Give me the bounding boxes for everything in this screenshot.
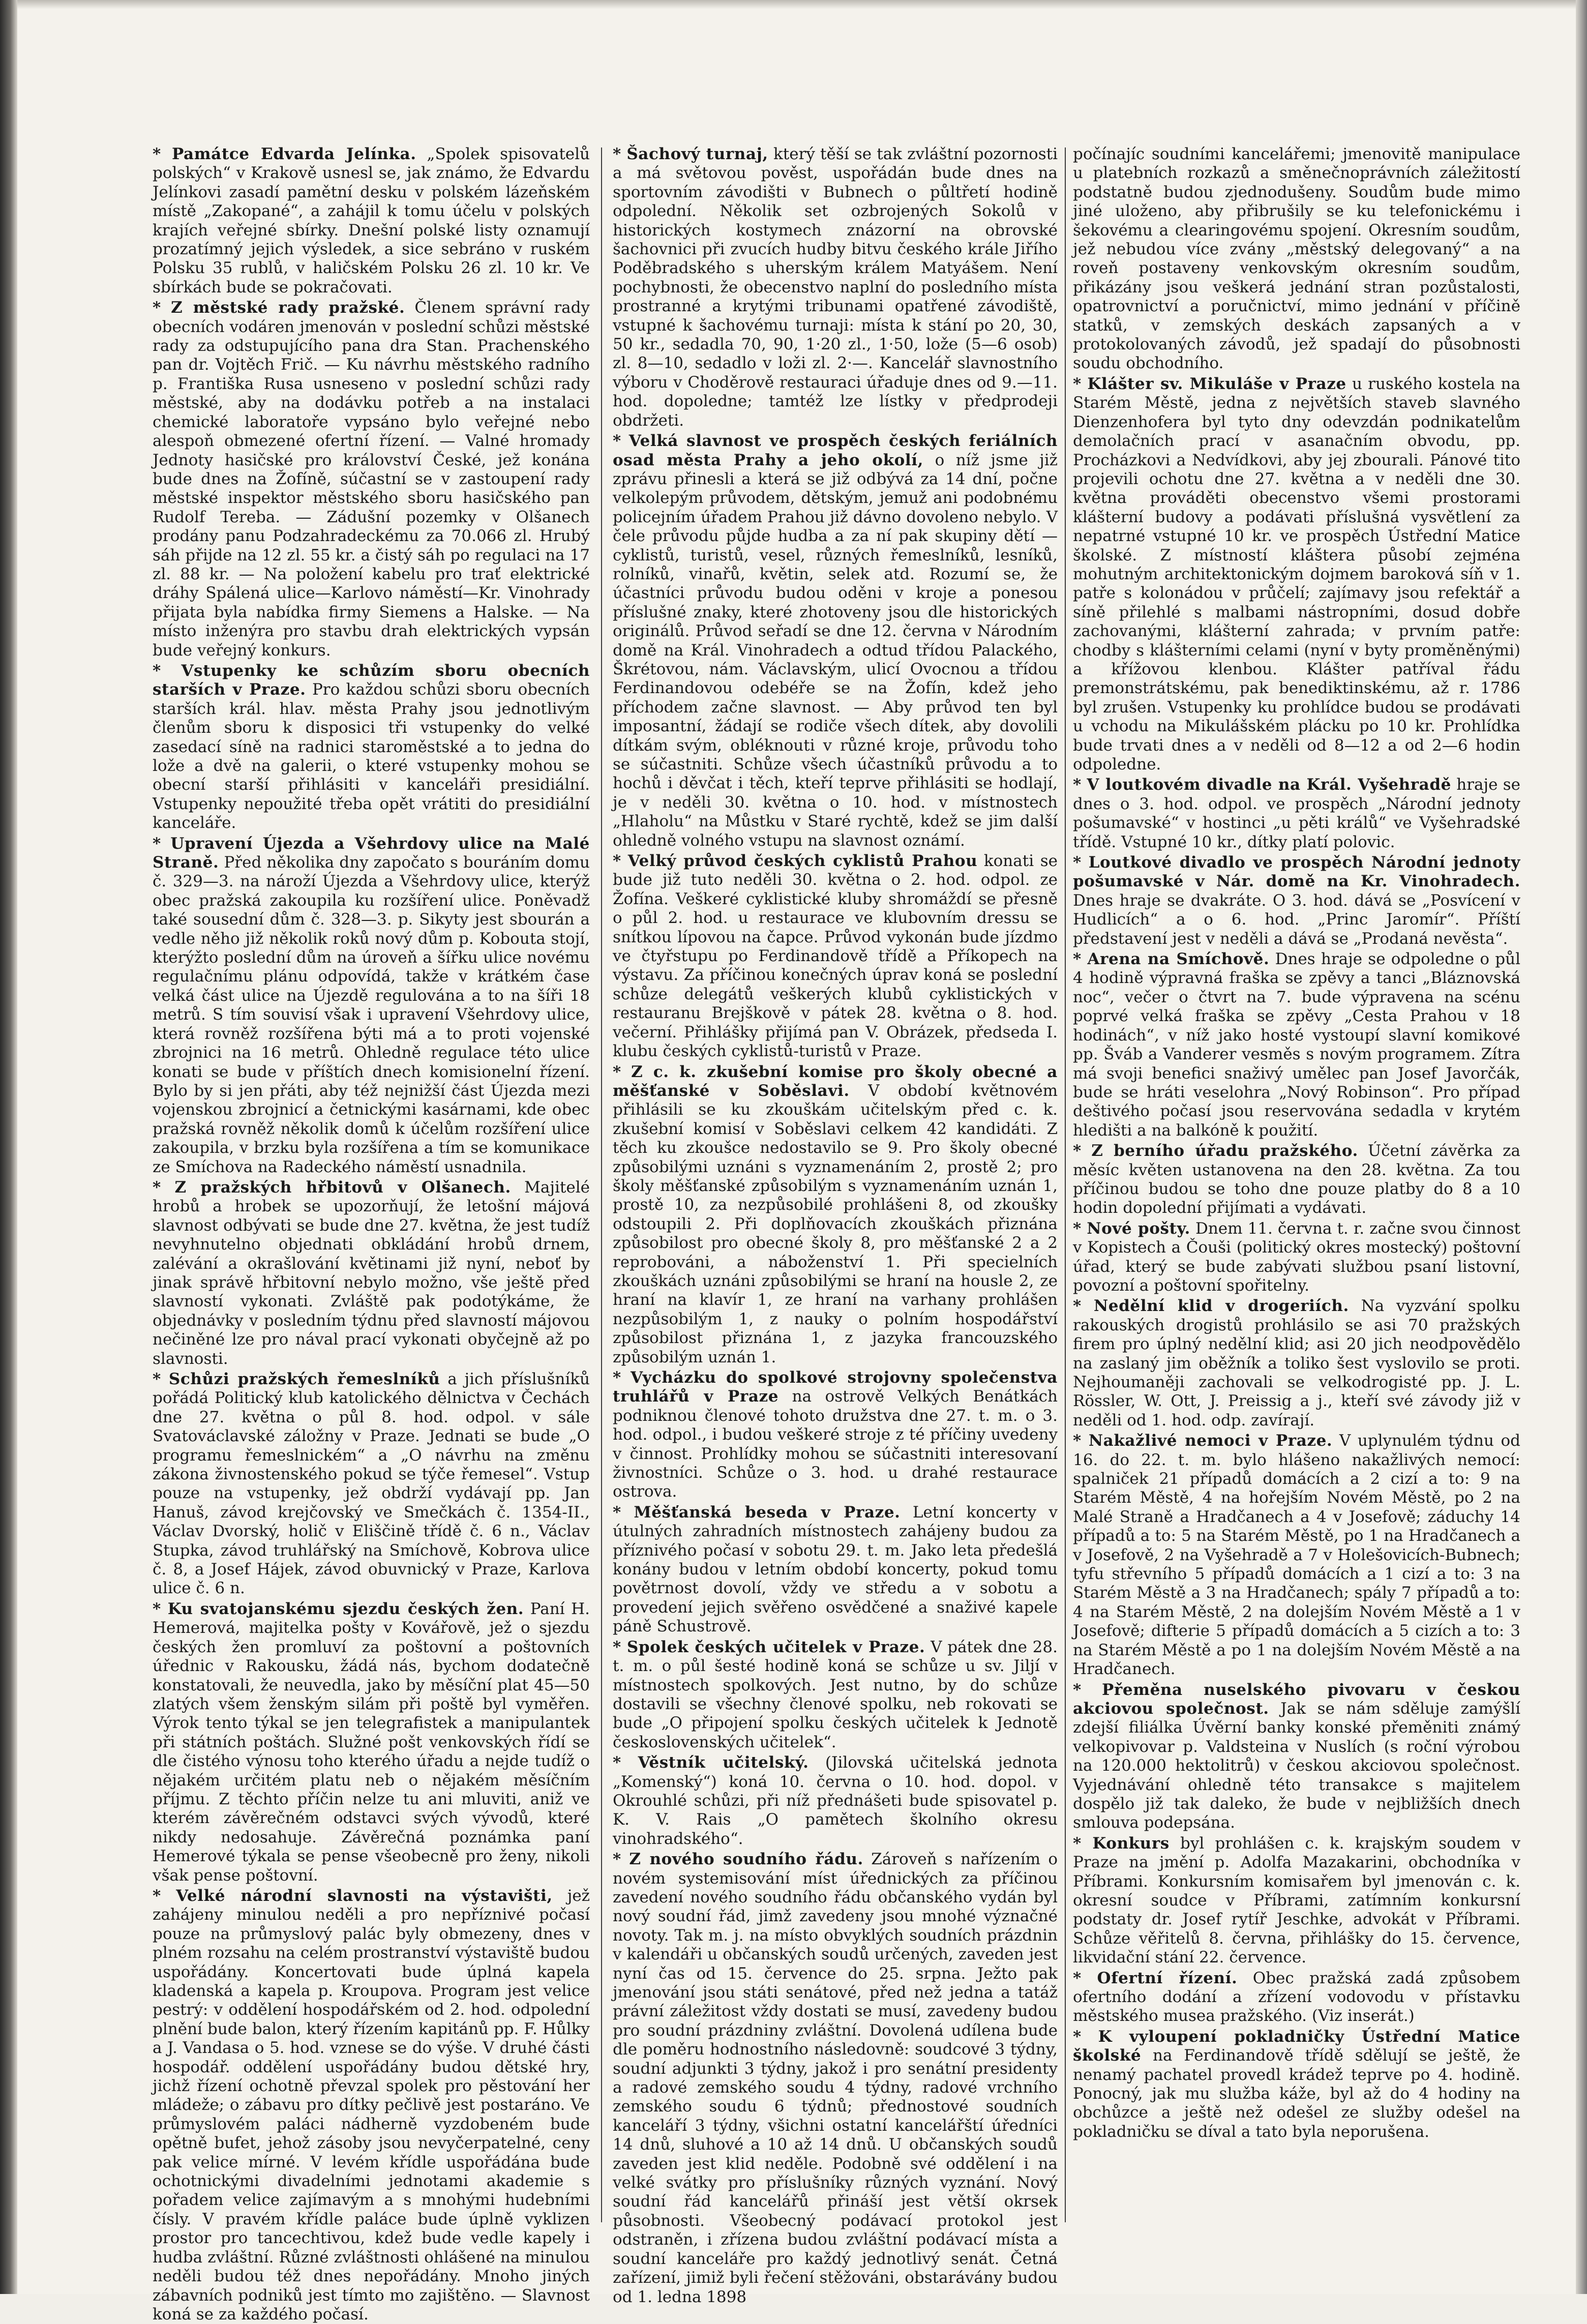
news-column-1	[153, 145, 590, 2323]
news-item-headline: Loutkové divadlo ve prospěch Národní jednoty pošumavské v Nár. domě na Kr. Vinohradech.	[1073, 853, 1520, 891]
news-column-2	[613, 145, 1058, 2306]
news-item-body: Účetní závěrka za měsíc květen ustanovena na den 28. května. Za tou příčinou budou se toho dne pouze platby do 8 a 10 hodin dopolední přijímati a vydávati.	[1073, 1142, 1521, 1217]
news-item-headline: Nakažlivé nemoci v Praze.	[1088, 1432, 1333, 1450]
column-divider	[1065, 147, 1066, 2222]
news-item-headline: K vyloupení pokladničky Ústřední Matice školské	[1073, 2027, 1520, 2065]
news-item-body: V období květnovém přihlásili se ku zkouškám učitelským před c. k. zkušební komisí v Soběslavi celkem 42 kandidáti. Z těch ku zkoušce nedostavilo se 9. Pro školy obecné způsobilými uznáni s vyznamenáním 2, prostě 2; pro školy měšťanské způsobilým s vyznamenáním uznán 1, prostě 10, za nezpůsobilé prohlášeni 8, od zkoušky odstoupili 2. Při doplňovacích zkouškách přiznána způsobilost pro obecné školy 8, pro měšťanské 2 a 2 reprobováni, a náboženství 1. Při specielních zkouškách uznáni způsobilými se hraní na housle 2, ze hraní na klavír 1, ze hraní na varhany prohlášen nezpůsobilým 1, z nauky o polním hospodářství způsobilost přiznána 1, z jazyka francouzského způsobilým uznán 1.	[613, 1081, 1058, 1366]
news-item-headline: Z c. k. zkušební komise pro školy obecné a měšťanské v Soběslavi.	[613, 1062, 1058, 1100]
page-top-edge	[17, 0, 1576, 9]
news-item-body: V pátek dne 28. t. m. o půl šesté hodině koná se schůze u sv. Jiljí v místnostech spolkových. Jest nutno, by do schůze dostavili se všechny členové spolku, neb rokovati se bude „O připojení spolku českých učitelek k Jednotě československých učitelek“.	[613, 1637, 1058, 1751]
item-bullet-star: *	[613, 1062, 632, 1081]
item-bullet-star: *	[613, 1850, 630, 1869]
item-bullet-star: *	[613, 1368, 631, 1387]
item-bullet-star: *	[1073, 374, 1088, 393]
news-item-headline: Přeměna nuselského pivovaru v českou akciovou společnost.	[1073, 1680, 1520, 1718]
news-item-headline: Vycházku do spolkové strojovny společenstva truhlářů v Praze	[613, 1368, 1058, 1406]
news-item-body: který těší se tak zvláštní pozornosti a má světovou pověst, uspořádán bude dnes na sportovním závodišti v Bubnech o půltřetí hodině odpolední. Několik set ozbrojených Sokolů v historických kostymech znázorní na obrovské šachovnici při zvucích hudby bitvu českého krále Jiřího Poděbradského s uherským králem Matyášem. Není pochybnosti, že obecenstvo naplní do posledního místa prostranné a krytými tribunami opatřené závodiště, vstupné k šachovému turnaji: místa k stání po 20, 30, 50 kr., sedadla 70, 90, 1·20 zl., 1·50, lože (5—6 osob) zl. 8—10, sedadlo v loži zl. 2·—. Kancelář slavnostního výboru v Choděrově restauraci úřaduje dnes od 9.—11. hod. dopoledne; tamtéž lze lístky v předprodeji obdržeti.	[613, 145, 1058, 430]
news-item-headline: Nové pošty.	[1087, 1219, 1190, 1238]
news-item-body: Dnes hraje se dvakráte. O 3. hod. dává se „Posvícení v Hudlicích“ a o 6. hod. „Princ Jaromír“. Příští představení jest v neděli a dává se „Prodaná nevěsta“.	[1073, 891, 1520, 948]
news-item-body: „Spolek spisovatelů polských“ v Krakově usnesl se, jak známo, že Edvardu Jelínkovi zasadí pamětní desku v polském lázeňském místě „Zakopané“, a zahájil k tomu účelu v polských krajích veřejné sbírky. Dnešní polské listy oznamují prozatímný jejich výsledek, a sice sebráno v ruském Polsku 35 rublů, v haličském Polsku 26 zl. 10 kr. Ve sbírkách bude se pokračovati.	[153, 145, 590, 296]
news-item-headline: Vstupenky ke schůzím sboru obecních starších v Praze.	[153, 661, 590, 699]
item-bullet-star: *	[1073, 1219, 1087, 1238]
item-bullet-star: *	[613, 1637, 627, 1656]
news-item-headline: Šachový turnaj,	[626, 145, 768, 163]
news-item	[153, 1600, 590, 1885]
news-item	[153, 1370, 590, 1598]
news-item	[1073, 2028, 1520, 2141]
news-item-headline: Konkurs	[1092, 1834, 1170, 1853]
news-item	[613, 1063, 1058, 1367]
item-bullet-star: *	[613, 145, 627, 163]
news-item-headline: Z pražských hřbitovů v Olšanech.	[174, 1178, 511, 1197]
item-bullet-star: *	[153, 1886, 176, 1905]
news-item-headline: Schůzi pražských řemeslníků	[168, 1370, 440, 1388]
news-item-body: Dnes hraje se odpoledne o půl 4 hodině výpravná fraška se zpěvy a tanci „Bláznovská noc“, večer o čtvrt na 7. bude výpravena na scénu poprvé velká fraška se zpěvy „Cesta Prahou v 18 hodinách“, v níž jako hosté vystoupí slavní komikové pp. Šváb a Vanderer vesměs s novým programem. Zítra má svoji benefici snaživý umělec pan Josef Javorčák, bude se hráti veselohra „Nový Robinson“. Pro případ deštivého počasí jsou reservována sedadla v krytém hledišti a na balkóně k použití.	[1073, 950, 1520, 1140]
news-item-headline: Z berního úřadu pražského.	[1091, 1142, 1358, 1160]
news-item-headline: Z městské rady pražské.	[171, 299, 405, 317]
item-bullet-star: *	[153, 661, 182, 680]
news-item	[613, 1753, 1058, 1849]
news-item-headline: Spolek českých učitelek v Praze.	[626, 1637, 925, 1656]
news-item-headline: Nedělní klid v drogeriích.	[1093, 1297, 1349, 1316]
news-item-body: počínajíc soudními kancelářemi; jmenovitě manipulace u platebních rozkazů a směnečnoprávních záležitostí podstatně budou zjednodušeny. Soudům bude mimo jiné uloženo, aby přibrušily se ku telefonickému i šekovému a clearingovému spojení. Okresním soudům, jež nebudou více zvány „městský delegovaný“ a na roveň postaveny venkovským okresním soudům, přikázány jsou veškerá jednání stran pozůstalosti, opatrovnictví a poručnictví, mimo jednání v příčině statků, v zemských deskách zapsaných a v protokolovaných závodů, jež spadají do působnosti soudu obchodního.	[1073, 145, 1520, 373]
item-bullet-star: *	[613, 1753, 638, 1772]
news-item-body: Paní H. Hemerová, majitelka pošty v Kovářově, jež o sjezdu českých žen promluví za poštovní a poštovních úřednic v Rakousku, žádá nás, bychom dodatečně konstatovali, že neuvedla, jako by měsíční plat 45—50 zlatých všem ženským silám při poště byl vyměřen. Výrok tento týkal se jen telegrafistek a manipulantek při státních poštách. Služné pošt venkovských řídí se dle čistého výnosu toho kterého úřadu a nejde tudíž o nějakém určitém platu neb o nějakém měsíčním příjmu. Z těchto příčin nelze tu ani mluviti, aniž ve kterém závěrečném odstavci svých vývodů, které nikdy nedosahuje. Závěrečná poznámka paní Hemerové týkala se pense všeobecně pro ženy, nikoli však pense poštovní.	[153, 1599, 590, 1885]
news-item	[613, 145, 1058, 430]
news-item-body: byl prohlášen c. k. krajským soudem v Praze na jmění p. Adolfa Mazakarini, obchodníka v Příbrami. Konkursním komisařem byl jmenován c. k. okresní soudce v Příbrami, zatímním konkursní podstaty dr. Josef rytíř Jeschke, advokát v Příbrami. Schůze věřitelů 8. června, přihlášky do 15. července, likvidační stání 22. července.	[1073, 1834, 1520, 1967]
news-item-headline: Ofertní řízení.	[1097, 1969, 1238, 1987]
news-item-body: a jich příslušníků pořádá Politický klub katolického dělnictva v Čechách dne 27. května o půl 8. hod. odpol. v sále Svatováclavské záložny v Praze. Jednati se bude „O programu řemeslnickém“ a „O návrhu na změnu zákona živnostenského pokud se týče řemesel“. Vstup pouze na vstupenky, jež obdrží vydávají pp. Jan Hanuš, závod krejčovský ve Smečkách č. 1354-II., Václav Dvorský, holič v Eliščině třídě č. 6 n., Václav Stupka, závod truhlářský na Smíchově, Kobrova ulice č. 8, a Josef Hájek, závod obuvnický v Praze, Karlova ulice č. 6 n.	[153, 1370, 590, 1598]
item-bullet-star: *	[153, 145, 172, 163]
news-item	[1073, 1432, 1520, 1679]
item-bullet-star: *	[153, 834, 171, 853]
news-item	[613, 852, 1058, 1061]
news-item-body: Letní koncerty v útulných zahradních místnostech zahájeny budou za příznivého počasí v sobotu 29. t. m. Jako leta předešlá konány budou v letním období koncerty, pokud tomu povětrnost dovolí, vždy ve středu a v sobotu a provedení jejich svěřeno osvědčené a snaživé kapele páně Schustrově.	[613, 1503, 1058, 1636]
news-item-body: Členem správní rady obecních vodáren jmenován v poslední schůzi městské rady za odstupujícího pana dra Stan. Prachenského pan dr. Vojtěch Frič. — Ku návrhu městského radního p. Františka Rusa usneseno v poslední schůzi rady městské, aby na dodávku potřeb a na instalaci chemické laboratoře vypsáno bylo veřejné nebo alespoň obmezené ofertní řízení. — Valné hromady Jednoty hasičské pro království České, jež konána bude dnes na Žofíně, súčastní se v zastoupení rady městské inspektor městského sboru hasičského pan Rudolf Tereba. — Zádušní pozemky v Olšanech prodány panu Podzahradeckému za 70.066 zl. Hrubý sáh přijde na 12 zl. 55 kr. a čistý sáh po regulaci na 17 zl. 88 kr. — Na položení kabelu pro trať elektrické dráhy Spálená ulice—Karlovo náměstí—Kr. Vinohrady přijata byla nabídka firmy Siemens a Halske. — Na místo inženýra pro stavbu drah elektrických vypsán bude veřejný konkurs.	[153, 299, 590, 660]
item-bullet-star: *	[1073, 1834, 1093, 1853]
news-item	[613, 1850, 1058, 2307]
news-item-body: Před několika dny započato s bouráním domu č. 329—3. na nároží Újezda a Všehrdovy ulice, kterýž obec pražská zakoupila ku rozšíření ulice. Poněvadž také sousední dům č. 328—3. p. Sikyty jest sbourán a vedle něho již několik roků nový dům p. Kobouta stojí, kterýžto poslední dům na úroveň a šířku ulice novému regulačnímu plánu odpovídá, takže v krátkém čase velká část ulice na Újezdě regulována a to na šíři 18 metrů. S tím souvisí však i upravení Všehrdovy ulice, která rovněž rozšířena býti má a to proti vojenské zbrojnici na 16 metrů. Ohledně regulace této ulice konati se bude v příštích dnech komisionelní řízení. Bylo by si jen přáti, aby též nejnižší část Újezda mezi vojenskou zbrojnicí a četnickými kasárnami, kde obec pražská rovněž několik domů k účelům rozšíření ulice zakoupila, v brzku byla rozšířena a tím se komunikace ze Smíchova na Radeckého náměstí usnadnila.	[153, 853, 590, 1176]
news-item	[1073, 145, 1520, 373]
news-item	[613, 1503, 1058, 1636]
news-item-body: Na vyzvání spolku rakouských drogistů prohlásilo se asi 70 pražských firem pro úplný nedělní klid; asi 20 jich neodpovědělo na zaslaný jim oběžník a toliko šest vyslovilo se proti. Nejhoumaněji zachovali se velkodrogisté pp. J. L. Rössler, W. Ott, J. Preissig a j., kteří své závody již v neděli od 1. hod. odp. zavírají.	[1073, 1297, 1520, 1429]
news-item	[153, 1178, 590, 1368]
news-item-body: Pro každou schůzi sboru obecních starších král. hlav. města Prahy jsou jednotlivým členům sboru k disposici tři vstupenky do velké zasedací síně na radnici staroměstské a to jedna do lože a dvě na galerii, o které vstupenky mohou se obecní starší přihlásiti v kanceláři presidiální. Vstupenky nepoužité třeba opět vrátiti do presidiální kanceláře.	[153, 680, 590, 832]
item-bullet-star: *	[153, 1370, 169, 1388]
news-item	[153, 662, 590, 833]
item-bullet-star: *	[1073, 1297, 1094, 1316]
news-item	[1073, 1969, 1520, 2026]
item-bullet-star: *	[1073, 1680, 1102, 1699]
news-item-headline: V loutkovém divadle na Král. Vyšehradě	[1087, 776, 1451, 794]
news-item-body: Jak se nám sděluje zamýšlí zdejší filiálka Úvěrní banky konské přeměniti známý velkopivovar p. Valdsteina v Nuslích (s roční výrobou na 120.000 hektolitrů) v českou akciovou společnost. Vyjednávání ohledně této transakce s majitelem dospělo již tak daleko, že bude v nejbližších dnech smlouva podepsána.	[1073, 1699, 1521, 1832]
news-item	[613, 1638, 1058, 1752]
news-item-body: Majitelé hrobů a hrobek se upozorňují, že letošní májová slavnost odbývati se bude dne 27. května, že jest tudíž nevyhnutelno objednati obkládání hrobů drnem, zalévání a okrašlování květinami již nyní, neboť by jinak správě hřbitovní nebylo možno, vše ještě před slavností vykonati. Zvláště pak podotýkáme, že objednávky v posledním týdnu před slavností májovou nečiněné lze pro nával prací vykonati obyčejně až po slavnosti.	[153, 1178, 590, 1368]
item-bullet-star: *	[1073, 1432, 1089, 1450]
item-bullet-star: *	[153, 1599, 168, 1618]
news-item	[613, 1368, 1058, 1502]
news-item-headline: Upravení Újezda a Všehrdovy ulice na Malé Straně.	[153, 834, 590, 872]
news-item-headline: Velká slavnost ve prospěch českých feriálních osad města Prahy a jeho okolí,	[613, 432, 1058, 469]
item-bullet-star: *	[1073, 2027, 1098, 2046]
news-item-headline: Památce Edvarda Jelínka.	[171, 145, 416, 163]
item-bullet-star: *	[1073, 1969, 1097, 1987]
news-item	[613, 432, 1058, 850]
news-item	[1073, 375, 1520, 774]
item-bullet-star: *	[1073, 1142, 1092, 1160]
news-item-body: Dnem 11. června t. r. začne svou činnost v Kopistech a Čouši (politický okres mostecký) poštovní úřad, který se bude zabývati službou psaní listovní, povozní a poštovní spořitelny.	[1073, 1219, 1520, 1295]
news-item	[1073, 776, 1520, 852]
news-item-body: V uplynulém týdnu od 16. do 22. t. m. bylo hlášeno nakažlivých nemocí: spalniček 21 případů domácích a 2 cizí a to: 9 na Starém Městě, 4 na hořejším Novém Městě, po 2 na Malé Straně a Hradčanech a 4 v Josefově; záduchy 14 případů a to: 5 na Starém Městě, po 1 na Hradčanech a v Josefově, 2 na Vyšehradě a 7 v Holešovicích-Bubnech; tyfu střevního 5 případů domácích a 1 cizí a to: 3 na Starém Městě a 3 na Hradčanech; spály 7 případů a to: 4 na Starém Městě, 2 na dolejším Novém Městě a 1 v Josefově; difterie 5 případů domácích a 5 cizích a to: 3 na Starém Městě a po 1 na dolejším Novém Městě a na Hradčanech.	[1073, 1432, 1520, 1679]
news-item-body: hraje se dnes o 3. hod. odpol. ve prospěch „Národní jednoty pošumavské“ v hostinci „u pěti králů“ ve Vyšehradské třídě. Vstupné 10 kr., dítky platí polovic.	[1073, 776, 1520, 851]
column-divider	[601, 147, 602, 2222]
news-item	[1073, 1142, 1520, 1218]
news-item-body: na Ferdinandově třídě sdělují se ještě, že nenamý pachatel provedl krádež teprve po 4. hodině. Ponocný, jak mu služba káže, byl až do 4 hodiny na obchůzce a ještě než odešel ze služby odešel na pokladničku se díval a tato byla neporušena.	[1073, 2046, 1520, 2141]
news-item-body: o níž jsme již zprávu přinesli a která se již odbývá za 14 dní, počne velkolepým průvodem, dětským, jemuž ani podobnému policejním úřadem Prahou již dávno dovoleno nebylo. V čele průvodu půjde hudba a za ní pak skupiny dětí — cyklistů, turistů, vesel, různých řemeslníků, lesníků, rolníků, vinařů, květin, selek atd. Rozumí se, že účastníci průvodu budou oděni v kroje a ponesou příslušné znaky, které zhotoveny jsou dle historických originálů. Průvod seřadí se dne 12. června v Národním domě na Král. Vinohradech a odtud třídou Palackého, Škrétovou, nám. Václavským, ulicí Ovocnou a třídou Ferdinandovou odebéře se na Žofín, kdež jeho příchodem začne slavnost. — Aby průvod ten byl imposantní, žádají se rodiče všech dítek, aby dovolili dítkám svým, obléknouti v různé kroje, průvodu toho se súčastniti. Schůze všech účastníků průvodu a to hochů i děvčat i těch, kteří teprve přihlásiti se hodlají, je v neděli 30. května o 10. hod. v místnostech „Hlaholu“ na Můstku v Staré rychtě, kdež se jim další ohledně volného vstupu na slavnost oznámí.	[613, 451, 1058, 850]
item-bullet-star: *	[1073, 776, 1087, 794]
news-item-body: (Jilovská učitelská jednota „Komenský“) koná 10. června o 10. hod. dopol. v Okrouhlé schůzi, při níž přednášeti bude spisovatel p. K. V. Rais „O pamětech školního okresu vinohradského“.	[613, 1753, 1058, 1848]
news-item-headline: Velký průvod českých cyklistů Prahou	[627, 852, 978, 871]
news-item	[153, 145, 590, 297]
news-item	[1073, 950, 1520, 1140]
item-bullet-star: *	[1073, 950, 1088, 969]
item-bullet-star: *	[153, 1178, 175, 1197]
news-item-body: na ostrově Velkých Benátkách podniknou členové tohoto družstva dne 27. t. m. o 3. hod. odpol., i budou veškeré stroje z té příčiny uvedeny v činnost. Prohlídky mohou se súčastniti interesovaní živnostníci. Schůze o 3. hod. u drahé restaurace ostrova.	[613, 1387, 1058, 1501]
news-item-headline: Měšťanská beseda v Praze.	[634, 1503, 901, 1522]
news-item-body: Zároveň s nařízením o novém systemisování míst úřednických za příčinou zavedení nového soudního řádu občanského vydán byl nový soudní řád, jimž zavedeny jsou mnohé význačné novoty. Tak m. j. na místo obvyklých soudních prázdnin v kalendáři u občanských soudů určených, zaveden jest nyní čas od 15. července do 25. srpna. Ježto pak jmenování jsou státi senátové, před než jedna a tatáž právní záležitost vždy dostati se musí, zavedeny budou pro soudní prázdniny zvláštní. Dovolená udílena bude dle poměru hodnostního následovně: soudcové 3 týdny, soudní adjunkti 3 týdny, jakož i pro senátní presidenty a radové zemského soudu 4 týdny, radové vrchního zemského soudu 6 týdnů; přednostové soudních kanceláří 3 týdny, všichni ostatní kancelářští úředníci 14 dnů, sluhové a 10 až 14 dnů. U občanských soudů zaveden jest klid neděle. Podobně své oddělení i na velké svátky pro příslušníky různých vyznání. Nový soudní řád kancelářů přináší jest větší okrsek působnosti. Všeobecný podávací protokol jest odstraněn, i zřízena budou zvláštní podávací místa a soudní kanceláře pro každý jednotlivý senát. Četná zařízení, jimiž byli řečení stěžováni, obstarávány budou od 1. ledna 1898	[613, 1850, 1058, 2306]
news-item	[1073, 1297, 1520, 1430]
item-bullet-star: *	[613, 1503, 634, 1522]
news-item	[1073, 1834, 1520, 1968]
news-column-3	[1073, 145, 1520, 2220]
news-item	[153, 299, 590, 660]
page-right-shadow	[1576, 0, 1587, 2294]
item-bullet-star: *	[153, 299, 171, 317]
page-binding-edge	[0, 0, 17, 2294]
item-bullet-star: *	[613, 852, 628, 871]
news-item-headline: Klášter sv. Mikuláše v Praze	[1087, 374, 1346, 393]
news-item-body: jež zahájeny minulou neděli a pro nepříznivé počasí pouze na průmyslový palác byly obmezeny, dnes v plném rozsahu na celém prostranství výstaviště budou uspořádány. Koncertovati bude úplná kapela kladenská a kapela p. Kroupova. Program jest velice pestrý: v oddělení hospodářském od 2. hod. odpolední plnění bude balon, který řízením kapitánů pp. F. Hůlky a J. Vandasa o 5. hod. vznese se do výše. V druhé části hospodář. oddělení uspořádány budou dětské hry, jichž řízení ochotně převzal spolek pro pěstování her mládeže; o zábavu pro dítky pečlivě jest postaráno. Ve průmyslovém paláci nádherně vyzdobeném bude opětně bufet, jehož zásoby jsou nevyčerpatelné, ceny pak velice mírné. V levém křídle uspořádána bude ochotnickými divadelními jednotami akademie s pořadem velice zajímavým a s mnohými hudebními čísly. V pravém křídle paláce bude úplně vyklizen prostor pro tancechtivou, kdež bude vedle kapely i hudba zvláštní. Různé zvláštnosti ohlášené na minulou neděli budou též dnes nepořádány. Mnoho jiných zábavních podniků jest tímto mo zajištěno. — Slavnost koná se za každého počasí.	[153, 1886, 590, 2323]
news-item	[1073, 1219, 1520, 1296]
news-item-body: u ruského kostela na Starém Městě, jedna z největších staveb slavného Dienzenhofera byl tyto dny odevzdán podnikatelům demolačních prací v asanačním obvodu, pp. Procházkovi a Nedvídkovi, aby jej zbourali. Pánové tito projevili ochotu dne 27. května a v neděli dne 30. května prováděti obecenstvo všemi prostorami klášterní budovy a podávati příslušná vysvětlení za nepatrné vstupné 10 kr. ve prospěch Ústřední Matice školské. Z místností kláštera působí zejména mohutným architektonickým dojmem baroková síň v 1. patře s kolonádou v průčelí; zajímavy jsou refektář a síně přilehlé s malbami nástropními, dosud dobře zachovanými, klášterní zahrada; v prvním patře: chodby s klášterními celami (nyní v byty proměněnými) a křížovou klenbou. Klášter patříval řádu premonstrátskému, pak benediktinskému, až r. 1786 byl zrušen. Vstupenky ku prohlídce budou se prodávati u vchodu na Mikulášském plácku po 10 kr. Prohlídka bude trvati dnes a v neděli od 8—12 a od 2—6 hodin odpoledne.	[1073, 374, 1520, 773]
news-item	[1073, 1681, 1520, 1833]
news-item-headline: Arena na Smíchově.	[1087, 950, 1270, 969]
news-item	[1073, 853, 1520, 948]
news-item-body: Obec pražská zadá způsobem ofertního dodání a zřízení vodovodu v přístavku městského musea pražského. (Viz inserát.)	[1073, 1969, 1520, 2025]
item-bullet-star: *	[613, 432, 629, 451]
news-item-body: konati se bude již tuto neděli 30. května o 2. hod. odpol. ze Žofína. Veškeré cyklistické kluby shromáždí se přesně o půl 2. hod. u restaurace ve klubovním dressu se snítkou lípovou na čapce. Průvod vykonán bude jízdmo ve čtyřstupu po Ferdinandově třídě a Příkopech na výstavu. Za příčinou konečných úprav koná se poslední schůze delegátů veškerých klubů cyklistických v restauranu Brejškově v pátek 28. května o 8. hod. večerní. Přihlášky přijímá pan V. Obrázek, předseda I. klubu českých cyklistů-turistů v Praze.	[613, 852, 1058, 1061]
news-item-headline: Věstník učitelský.	[638, 1753, 809, 1772]
news-item	[153, 835, 590, 1177]
news-item	[153, 1887, 590, 2324]
item-bullet-star: *	[1073, 853, 1089, 872]
news-item-headline: Ku svatojanskému sjezdu českých žen.	[167, 1599, 524, 1618]
news-item-headline: Velké národní slavnosti na výstavišti,	[176, 1886, 553, 1905]
news-item-headline: Z nového soudního řádu.	[629, 1850, 863, 1869]
